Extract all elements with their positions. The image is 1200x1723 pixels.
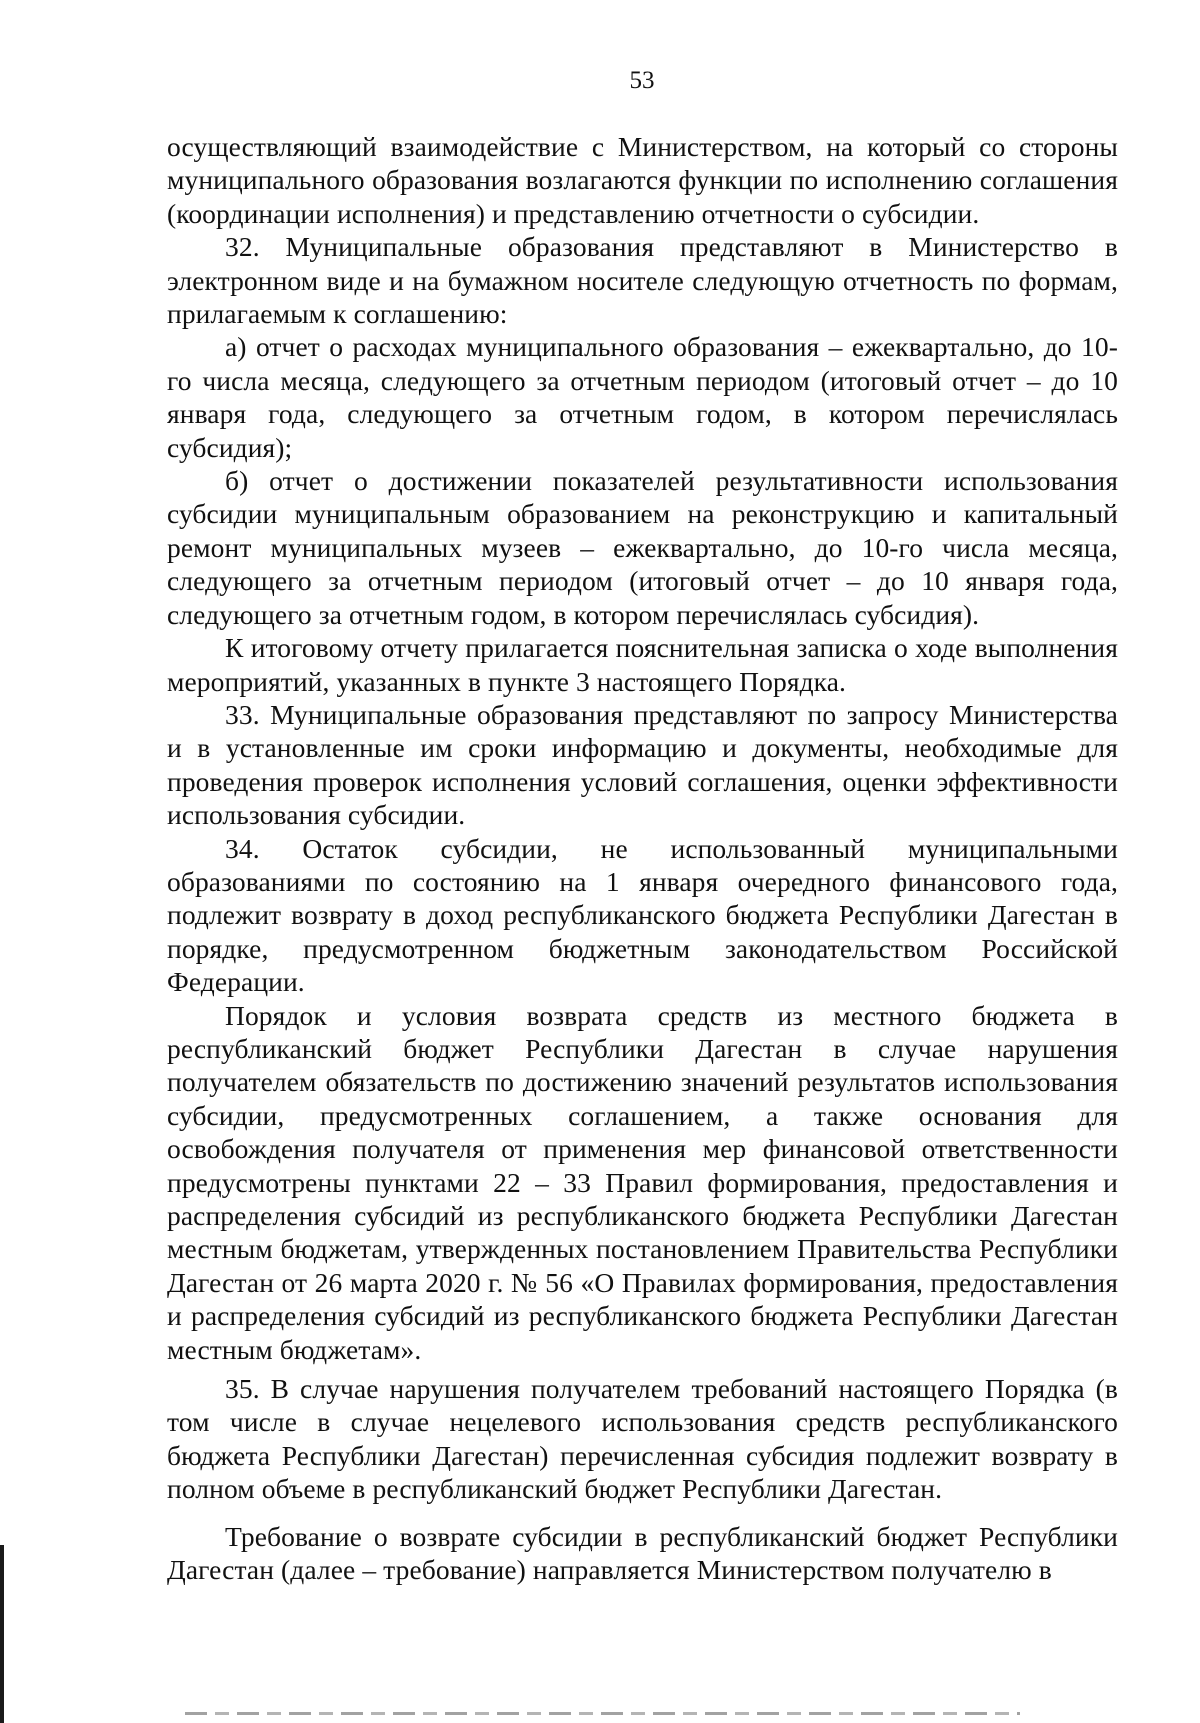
paragraph-continuation: осуществляющий взаимодействие с Министерством, на который со стороны муниципального образования возлагаются функции по исполнению соглашения (координации исполнения) и представлению отчетности о субсидии. <box>167 131 1118 229</box>
document-body <box>167 130 1118 1586</box>
scan-edge-mark <box>0 1545 4 1723</box>
paragraph-final-report-note: К итоговому отчету прилагается пояснительная записка о ходе выполнения мероприятий, указанных в пункте 3 настоящего Порядка. <box>167 632 1118 697</box>
paragraph-item-33: 33. Муниципальные образования представляют по запросу Министерства и в установленные им сроки информацию и документы, необходимые для проведения проверок исполнения условий соглашения, оценки эффективности использования субсидии. <box>167 698 1118 831</box>
paragraph-item-35: 35. В случае нарушения получателем требований настоящего Порядка (в том числе в случае нецелевого использования средств республиканского бюджета Республики Дагестан) перечисленная субсидия подлежит возврату в полном объеме в республиканский бюджет Республики Дагестан. <box>167 1373 1118 1505</box>
paragraph-return-requirement: Требование о возврате субсидии в республиканский бюджет Республики Дагестан (далее – требование) направляется Министерством получателю в <box>167 1520 1118 1586</box>
paragraph-subitem-a: а) отчет о расходах муниципального образования – ежеквартально, до 10-го числа месяца, следующего за отчетным периодом (итоговый отчет – до 10 января года, следующего за отчетным годом, в котором перечислялась субсидия); <box>167 331 1118 463</box>
paragraph-item-32: 32. Муниципальные образования представляют в Министерство в электронном виде и на бумажном носителе следующую отчетность по формам, прилагаемым к соглашению: <box>167 231 1118 330</box>
paragraph-subitem-b: б) отчет о достижении показателей результативности использования субсидии муниципальным образованием на реконструкцию и капитальный ремонт муниципальных музеев – ежеквартально, до 10-го числа месяца, следующего за отчетным периодом (итоговый отчет – до 10 января года, следующего за отчетным годом, в котором перечислялась субсидия). <box>167 465 1118 630</box>
page-number: 53 <box>629 67 655 94</box>
paragraph-return-conditions: Порядок и условия возврата средств из местного бюджета в республиканский бюджет Республики Дагестан в случае нарушения получателем обязательств по достижению значений результатов использования субсидии, предусмотренных соглашением, а также основания для освобождения получателя от применения мер финансовой ответственности предусмотрены пунктами 22 – 33 Правил формирования, предоставления и распределения субсидий из республиканского бюджета Республики Дагестан местным бюджетам, утвержденных постановлением Правительства Республики Дагестан от 26 марта 2020 г. № 56 «О Правилах формирования, предоставления и распределения субсидий из республиканского бюджета Республики Дагестан местным бюджетам». <box>167 999 1118 1365</box>
scan-bottom-artifact <box>185 1712 1020 1715</box>
paragraph-item-34: 34. Остаток субсидии, не использованный муниципальными образованиями по состоянию на 1 января очередного финансового года, подлежит возврату в доход республиканского бюджета Республики Дагестан в порядке, предусмотренном бюджетным законодательством Российской Федерации. <box>167 832 1118 998</box>
